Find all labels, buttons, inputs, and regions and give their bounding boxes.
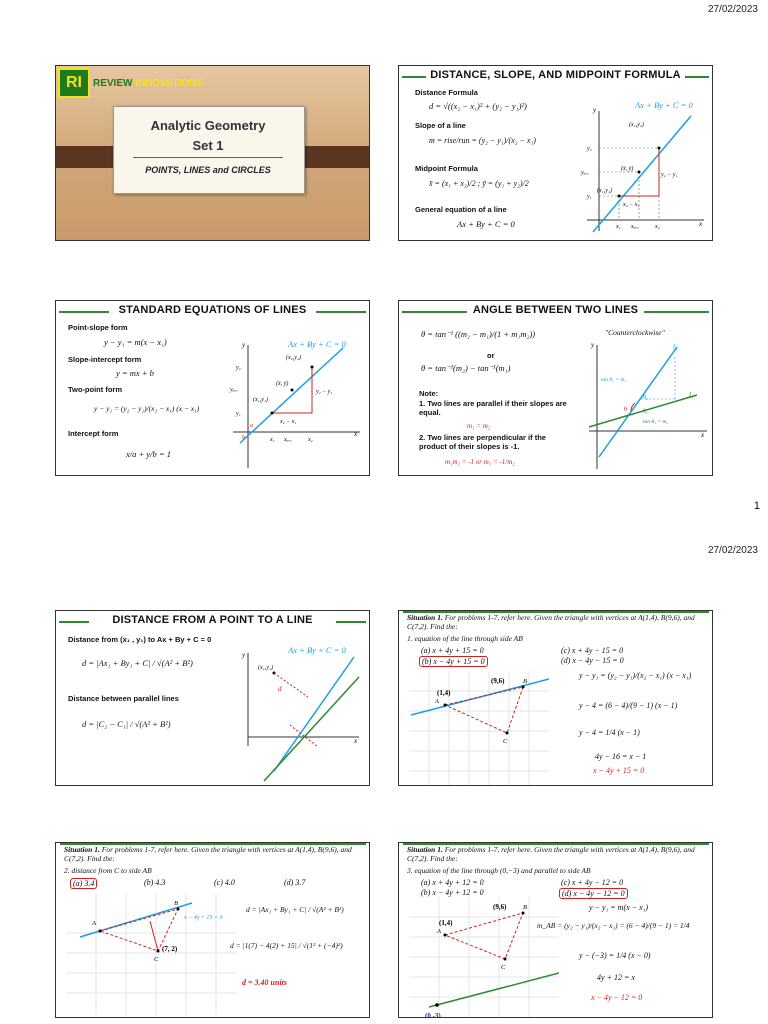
svg-text:(x̄, ȳ): (x̄, ȳ) — [621, 166, 634, 172]
svg-text:y₂: y₂ — [587, 146, 592, 152]
question: 2. distance from C to side AB — [64, 866, 152, 875]
step-3: y − (−3) = 1/4 (x − 0) — [579, 951, 651, 960]
angle-graph — [587, 337, 712, 472]
option-b-correct: (b) x − 4y + 15 = 0 — [419, 656, 488, 667]
svg-text:y₂: y₂ — [236, 365, 241, 371]
midpoint-label: Midpoint Formula — [415, 164, 478, 173]
slide-angle-between-lines — [398, 300, 713, 476]
svg-text:(x₂,y₂): (x₂,y₂) — [286, 355, 301, 361]
svg-text:x₂ − x₁: x₂ − x₁ — [280, 419, 297, 425]
step-4: 4y − 16 = x − 1 — [595, 752, 647, 761]
svg-text:l₂: l₂ — [673, 343, 678, 351]
svg-text:x₂: x₂ — [308, 437, 313, 443]
point-a-label: (1,4) — [437, 689, 451, 697]
option-b: (b) x − 4y + 12 = 0 — [421, 888, 484, 897]
parallel-eq: m₁ = m₂ — [467, 422, 491, 430]
svg-text:b: b — [242, 435, 245, 441]
angle-eq1: θ = tan⁻¹ ((m₂ − m₁)/(1 + m₁m₂)) — [421, 329, 536, 339]
svg-text:A: A — [435, 698, 439, 705]
point-b-label: (9,6) — [493, 903, 507, 911]
svg-text:A: A — [437, 928, 441, 935]
line-graph — [228, 343, 363, 473]
intercept-label: Intercept form — [68, 429, 119, 438]
date-page-1: 27/02/2023 — [707, 4, 758, 15]
svg-text:y: y — [242, 343, 246, 349]
step-4: 4y + 12 = x — [597, 973, 635, 982]
svg-text:θ₂: θ₂ — [643, 395, 648, 401]
point-line-formula: d = |Ax₁ + By₁ + C| / √(A² + B²) — [82, 658, 193, 668]
svg-text:y: y — [593, 106, 597, 114]
perpendicular-eq: m₁m₂ = -1 or m₁ = -1/m₂ — [445, 458, 515, 466]
note-label: Note: — [419, 389, 439, 398]
slide-title: ANGLE BETWEEN TWO LINES — [399, 304, 712, 318]
slope-intercept-label: Slope-intercept form — [68, 355, 142, 364]
svg-text:θ: θ — [624, 407, 627, 413]
parallel-lines-label: Distance between parallel lines — [68, 694, 179, 703]
svg-text:(x₁,y₁): (x₁,y₁) — [253, 397, 268, 403]
step-2: y − 4 = (6 − 4)/(9 − 1) (x − 1) — [579, 701, 678, 710]
slide-title: DISTANCE, SLOPE, AND MIDPOINT FORMULA — [399, 69, 712, 83]
svg-text:x₂ − x₁: x₂ − x₁ — [623, 202, 640, 208]
title-line2: Set 1 — [192, 138, 224, 153]
option-a: (a) x + 4y + 15 = 0 — [421, 646, 484, 655]
question: 3. equation of the line through (0,−3) and parallel to side AB — [407, 866, 591, 875]
option-d: (d) 3.7 — [284, 878, 306, 887]
svg-text:x₁: x₁ — [616, 224, 621, 230]
page-number: 1 — [753, 500, 760, 512]
situation-text: Situation 1. For problems 1-7, refer here. Given the triangle with vertices at A(1,4), B(9,6), and C(7,2). Find the: — [407, 613, 695, 631]
date-page-2: 27/02/2023 — [707, 545, 758, 556]
slide-distance-point-line — [55, 610, 370, 786]
svg-text:y₂ − y₁: y₂ − y₁ — [661, 172, 678, 178]
step-3: y − 4 = 1/4 (x − 1) — [579, 728, 640, 737]
two-point-eq: y − y₁ = (y₂ − y₁)/(x₂ − x₁) (x − x₁) — [94, 404, 200, 413]
svg-text:B: B — [174, 900, 178, 907]
point-slope-label: Point-slope form — [68, 323, 128, 332]
point-line-label: Distance from (x₁ , y₁) to Ax + By + C = 0 — [68, 635, 212, 644]
distance-formula: d = √((x₂ − x₁)² + (y₂ − y₁)²) — [429, 101, 527, 111]
subtitle: POINTS, LINES and CIRCLES — [145, 165, 271, 175]
midpoint-formula: x̄ = (x₁ + x₂)/2 ; ȳ = (y₁ + y₂)/2 — [429, 179, 529, 188]
svg-text:(x₁,y₁): (x₁,y₁) — [597, 188, 612, 194]
svg-text:y: y — [591, 341, 595, 349]
svg-text:A: A — [92, 920, 96, 927]
svg-text:yₐᵥₑ: yₐᵥₑ — [581, 170, 589, 176]
angle-eq2: θ = tan⁻¹(m₂) − tan⁻¹(m₁) — [421, 363, 511, 373]
counterclockwise-note: "Counterclockwise" — [605, 328, 665, 337]
point-c-label: (7, 2) — [162, 945, 178, 953]
slide-situation-q3 — [398, 842, 713, 1018]
option-c: (c) x + 4y − 15 = 0 — [561, 646, 624, 655]
svg-text:x: x — [354, 737, 358, 745]
slide-title: DISTANCE FROM A POINT TO A LINE — [56, 614, 369, 628]
svg-text:x₁: x₁ — [270, 437, 275, 443]
svg-text:x: x — [699, 220, 703, 228]
slide-title: STANDARD EQUATIONS OF LINES — [56, 304, 369, 318]
step-2: m_AB = (y₂ − y₁)/(x₂ − x₁) = (6 − 4)/(9 − 1) = 1/4 — [537, 921, 690, 930]
svg-text:a: a — [250, 423, 253, 429]
general-label: General equation of a line — [415, 205, 507, 214]
answer: x − 4y − 12 = 0 — [591, 993, 643, 1002]
title-slide — [55, 65, 370, 241]
general-equation: Ax + By + C = 0 — [457, 219, 515, 229]
intercept-eq: x/a + y/b = 1 — [126, 449, 171, 459]
svg-text:d: d — [278, 685, 282, 693]
option-d-correct: (d) x − 4y − 12 = 0 — [559, 888, 628, 899]
svg-text:y₁: y₁ — [587, 194, 592, 200]
step-2: d = |1(7) − 4(2) + 15| / √(1² + (−4)²) — [230, 941, 343, 950]
graph-equation: Ax + By + C = 0 — [288, 645, 346, 655]
note-perpendicular: 2. Two lines are perpendicular if the product of their slopes is -1. — [419, 433, 546, 451]
svg-text:tan θ₂ = m₂: tan θ₂ = m₂ — [601, 377, 627, 383]
svg-text:C: C — [154, 956, 159, 963]
brand-review: REVIEW — [93, 78, 133, 89]
graph-equation: Ax + By + C = 0 — [635, 100, 693, 110]
graph-equation: Ax + By + C = 0 — [288, 339, 346, 349]
slope-formula: m = rise/run = (y₂ − y₁)/(x₂ − x₁) — [429, 136, 536, 145]
svg-text:x₂: x₂ — [655, 224, 660, 230]
svg-text:(x₂,y₂): (x₂,y₂) — [629, 122, 644, 128]
step-1: y − y₁ = (y₂ − y₁)/(x₂ − x₁) (x − x₁) — [579, 671, 692, 680]
svg-text:tan θ₁ = m₁: tan θ₁ = m₁ — [643, 419, 669, 425]
option-a-correct: (a) 3.4 — [70, 878, 97, 889]
svg-text:y: y — [242, 651, 246, 659]
svg-text:xₐᵥₑ: xₐᵥₑ — [284, 437, 292, 443]
option-a: (a) x + 4y + 12 = 0 — [421, 878, 484, 887]
note-parallel: 1. Two lines are parallel if their slopes are equal. — [419, 399, 567, 417]
title-line1: Analytic Geometry — [150, 118, 266, 133]
triangle-graph — [66, 893, 236, 1015]
line-ab-label: x − 4y + 15 = 0 — [184, 915, 223, 921]
answer: d = 3.40 units — [242, 978, 288, 987]
point-b-label: (9,6) — [491, 677, 505, 685]
step-1: y − y₁ = m(x − x₁) — [589, 903, 649, 912]
svg-text:x: x — [354, 430, 358, 438]
point-p-label: (0,-3) — [425, 1012, 441, 1019]
point-slope-eq: y − y₁ = m(x − x₁) — [104, 337, 167, 347]
svg-text:(x₁,y₁): (x₁,y₁) — [258, 665, 273, 671]
svg-text:B: B — [523, 904, 527, 911]
question: 1. equation of the line through side AB — [407, 634, 523, 643]
svg-text:C: C — [501, 964, 506, 971]
svg-text:C: C — [503, 738, 508, 745]
situation-text: Situation 1. For problems 1-7, refer here. Given the triangle with vertices at A(1,4), B(9,6), and C(7,2). Find the: — [407, 845, 695, 863]
option-c: (c) 4.0 — [214, 878, 235, 887]
slide-situation-q1 — [398, 610, 713, 786]
slide-standard-equations — [55, 300, 370, 476]
svg-text:x: x — [701, 431, 705, 439]
triangle-graph — [409, 671, 549, 786]
brand — [93, 78, 203, 89]
logo: RI — [58, 68, 90, 98]
slide-situation-q2 — [55, 842, 370, 1018]
svg-text:y₁: y₁ — [236, 411, 241, 417]
option-b: (b) 4.3 — [144, 878, 166, 887]
slide-distance-slope-midpoint — [398, 65, 713, 241]
situation-text: Situation 1. For problems 1-7, refer here. Given the triangle with vertices at A(1,4), B(9,6), and C(7,2). Find the: — [64, 845, 352, 863]
slope-label: Slope of a line — [415, 121, 466, 130]
option-d: (d) x − 4y − 15 = 0 — [561, 656, 624, 665]
svg-text:l₁: l₁ — [689, 391, 694, 399]
triangle-graph — [409, 897, 559, 1018]
slope-intercept-eq: y = mx + b — [116, 368, 154, 378]
or-text: or — [487, 351, 495, 360]
brand-innovations: INNOVATIONS — [135, 78, 204, 89]
line-graph — [579, 106, 709, 236]
parallel-lines-formula: d = |C₂ − C₁| / √(A² + B²) — [82, 719, 171, 729]
svg-text:θ₁: θ₁ — [643, 409, 648, 415]
svg-text:y₂ − y₁: y₂ − y₁ — [316, 389, 333, 395]
two-point-label: Two-point form — [68, 385, 123, 394]
distance-graph — [234, 651, 364, 783]
option-c: (c) x + 4y − 12 = 0 — [561, 878, 624, 887]
svg-text:xₐᵥₑ: xₐᵥₑ — [631, 224, 639, 230]
svg-text:yₐᵥₑ: yₐᵥₑ — [230, 387, 238, 393]
distance-label: Distance Formula — [415, 88, 478, 97]
answer: x − 4y + 15 = 0 — [593, 766, 645, 775]
svg-text:(x̄, ȳ): (x̄, ȳ) — [276, 381, 289, 387]
step-1: d = |Ax₁ + By₁ + C| / √(A² + B²) — [246, 905, 344, 914]
svg-text:B: B — [523, 678, 527, 685]
point-a-label: (1,4) — [439, 919, 453, 927]
